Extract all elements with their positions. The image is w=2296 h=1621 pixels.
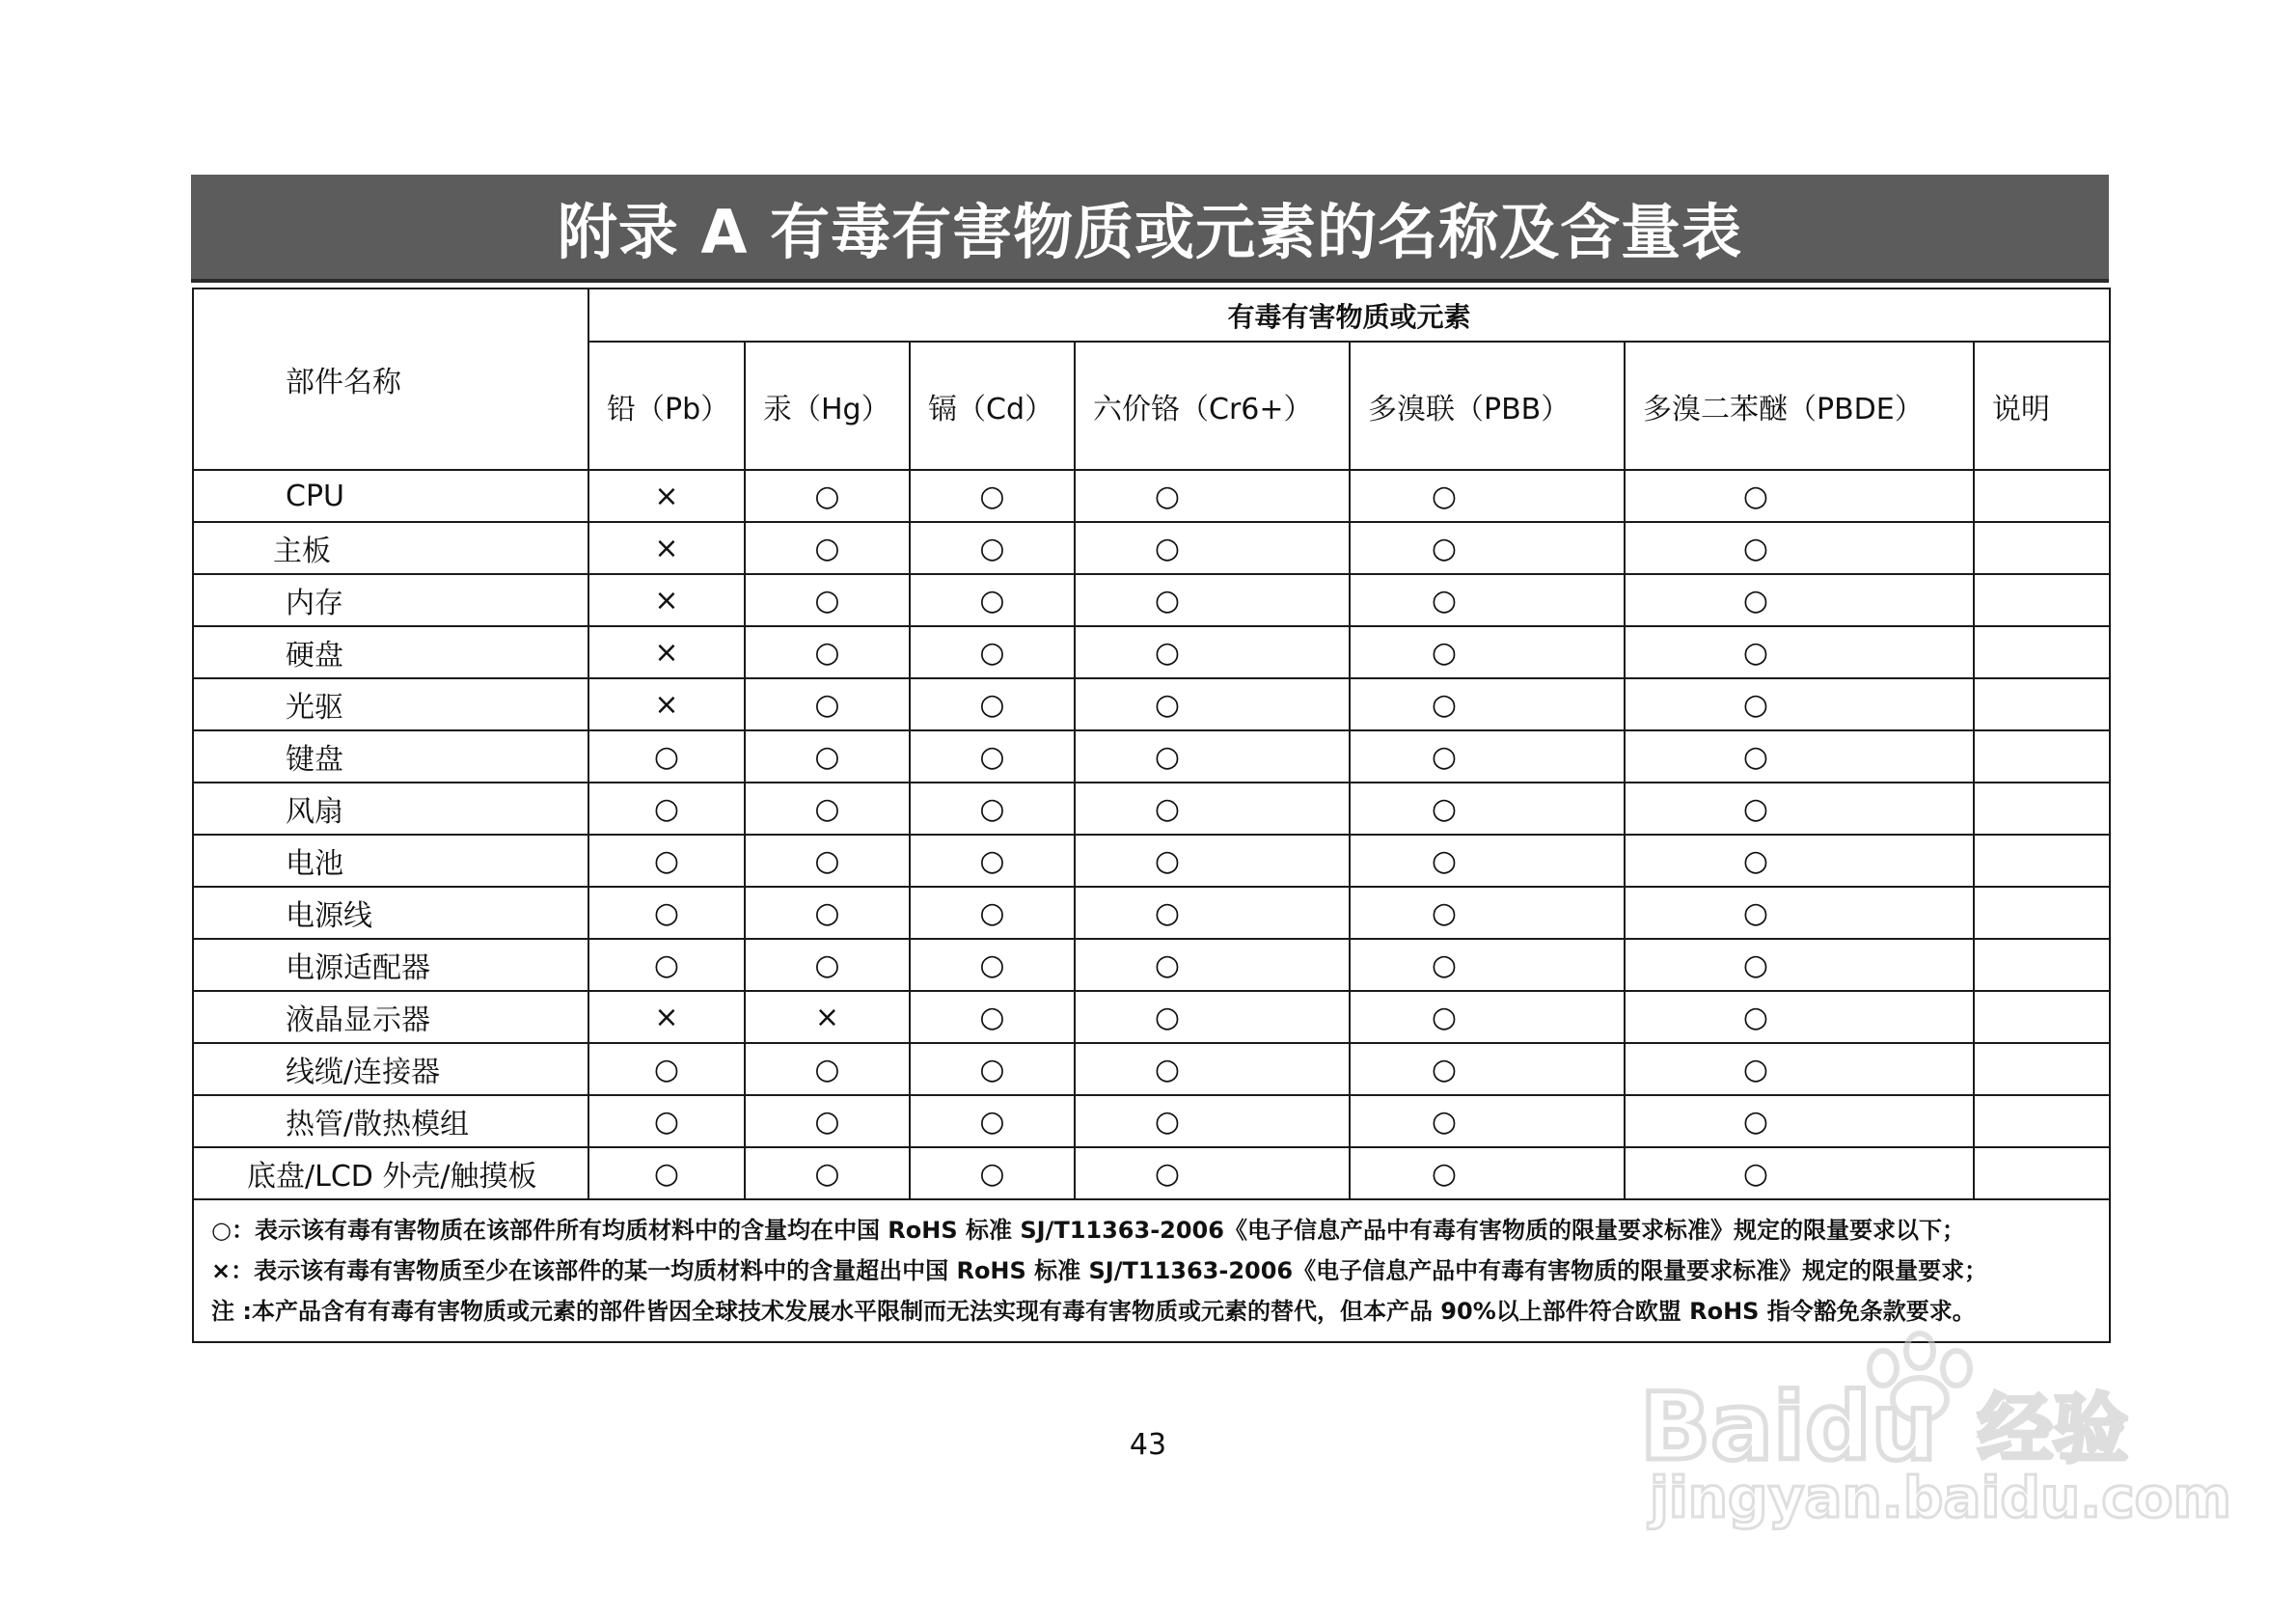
remark-cell	[1974, 522, 2110, 574]
substance-mark-cell	[1625, 991, 1974, 1043]
substance-mark-cell	[745, 470, 910, 522]
substance-mark-cell	[1075, 1147, 1350, 1199]
substance-mark-cell	[1075, 470, 1350, 522]
substance-mark: ×	[654, 687, 679, 722]
substance-mark-cell	[588, 1147, 745, 1199]
substance-mark: ○	[979, 1104, 1005, 1139]
substance-mark-cell	[1350, 470, 1625, 522]
substance-mark-cell	[588, 991, 745, 1043]
substance-mark-cell	[1625, 939, 1974, 991]
part-name-cell: 电源线	[193, 887, 588, 939]
column-header-cadmium: 镉（Cd）	[910, 342, 1075, 470]
substance-mark: ×	[654, 531, 679, 565]
page-number: 43	[1129, 1428, 1167, 1462]
substance-mark-cell	[910, 991, 1075, 1043]
substance-mark-cell	[1075, 1095, 1350, 1147]
watermark-url: jingyan.baidu.com	[1650, 1465, 2231, 1530]
substance-mark-cell	[1350, 678, 1625, 730]
substance-mark: ○	[814, 583, 840, 618]
part-name-cell: 电源适配器	[193, 939, 588, 991]
part-name-cell: 风扇	[193, 783, 588, 835]
substance-mark: ×	[654, 1000, 679, 1034]
substance-mark-cell	[745, 887, 910, 939]
substance-mark: ○	[814, 791, 840, 826]
watermark-brand: Baidu	[1640, 1373, 1937, 1481]
substance-mark: ○	[1154, 948, 1181, 982]
substance-mark: ×	[814, 1000, 840, 1034]
substance-mark-cell	[588, 1095, 745, 1147]
substance-mark-cell	[1075, 574, 1350, 626]
substance-mark-cell	[1350, 1095, 1625, 1147]
table-row	[193, 626, 2110, 678]
substance-mark-cell	[910, 470, 1075, 522]
substance-mark: ○	[979, 739, 1005, 774]
substance-mark-cell	[1625, 1147, 1974, 1199]
substance-mark-cell	[1350, 1043, 1625, 1095]
substance-mark-cell	[588, 1043, 745, 1095]
substance-mark-cell	[745, 522, 910, 574]
substance-mark-cell	[745, 783, 910, 835]
substance-mark: ○	[1431, 1000, 1458, 1034]
column-header-pbb: 多溴联（PBB）	[1350, 342, 1625, 470]
remark-cell	[1974, 470, 2110, 522]
substance-mark-cell	[910, 574, 1075, 626]
substance-mark-cell	[910, 835, 1075, 887]
remark-cell	[1974, 730, 2110, 783]
rohs-table-container	[192, 288, 2109, 1343]
table-row	[193, 887, 2110, 939]
substance-mark: ○	[1431, 635, 1458, 670]
substance-mark-cell	[1625, 1095, 1974, 1147]
substance-mark: ○	[814, 948, 840, 982]
remark-cell	[1974, 1043, 2110, 1095]
substance-mark: ○	[1742, 1156, 1769, 1191]
substance-mark-cell	[1350, 783, 1625, 835]
substance-mark: ○	[1742, 583, 1769, 618]
substance-mark-cell	[1075, 835, 1350, 887]
substance-mark-cell	[1075, 887, 1350, 939]
substance-mark: ○	[1742, 948, 1769, 982]
substance-mark-cell	[588, 470, 745, 522]
substance-mark-cell	[588, 626, 745, 678]
substance-mark: ○	[653, 948, 680, 982]
substance-mark-cell	[588, 783, 745, 835]
part-name-cell: 电池	[193, 835, 588, 887]
substance-mark: ○	[1154, 739, 1181, 774]
substance-mark-cell	[588, 574, 745, 626]
remark-cell	[1974, 678, 2110, 730]
substance-mark: ○	[1742, 1000, 1769, 1034]
substance-mark-cell	[745, 678, 910, 730]
substance-mark: ○	[1431, 687, 1458, 722]
substance-mark: ○	[1154, 1052, 1181, 1086]
part-name-cell: CPU	[193, 470, 588, 522]
substance-mark: ○	[653, 739, 680, 774]
substance-mark-cell	[1625, 626, 1974, 678]
substance-mark-cell	[1350, 522, 1625, 574]
substance-mark: ○	[979, 479, 1005, 513]
title-bar	[191, 175, 2109, 283]
substance-mark-cell	[1075, 783, 1350, 835]
substance-mark: ○	[979, 635, 1005, 670]
substance-mark: ○	[814, 843, 840, 878]
substance-mark-cell	[745, 1095, 910, 1147]
substance-mark-cell	[745, 574, 910, 626]
substance-mark-cell	[1625, 574, 1974, 626]
remark-cell	[1974, 574, 2110, 626]
remark-cell	[1974, 1147, 2110, 1199]
table-row	[193, 522, 2110, 574]
substance-mark: ○	[979, 948, 1005, 982]
substance-mark-cell	[1625, 470, 1974, 522]
substance-mark-cell	[1075, 678, 1350, 730]
table-row	[193, 783, 2110, 835]
substance-mark: ○	[1154, 1104, 1181, 1139]
substance-mark-cell	[910, 887, 1075, 939]
substance-mark: ○	[979, 895, 1005, 930]
rohs-table-body	[193, 470, 2110, 1342]
column-header-pbde: 多溴二苯醚（PBDE）	[1625, 342, 1974, 470]
substance-mark-cell	[588, 887, 745, 939]
substance-mark-cell	[910, 730, 1075, 783]
substance-mark: ○	[1742, 1104, 1769, 1139]
note-cross-legend: ×：表示该有毒有害物质至少在该部件的某一均质材料中的含量超出中国 RoHS 标准 SJ/T11363-2006《电子信息产品中有毒有害物质的限量要求标准》规定的限量要求；	[211, 1257, 1988, 1284]
substance-mark: ○	[979, 1156, 1005, 1191]
substance-mark-cell	[745, 1147, 910, 1199]
substance-mark: ○	[1154, 583, 1181, 618]
substance-mark: ○	[1154, 687, 1181, 722]
part-name-cell: 内存	[193, 574, 588, 626]
substance-mark: ○	[814, 739, 840, 774]
substance-mark: ○	[1154, 843, 1181, 878]
table-row	[193, 991, 2110, 1043]
substance-mark: ○	[979, 843, 1005, 878]
substance-mark-cell	[1625, 783, 1974, 835]
table-row	[193, 574, 2110, 626]
substance-mark-cell	[1075, 522, 1350, 574]
substance-mark-cell	[1075, 626, 1350, 678]
substance-mark: ○	[1742, 531, 1769, 565]
substance-mark-cell	[1350, 626, 1625, 678]
remark-cell	[1974, 835, 2110, 887]
substance-mark: ○	[814, 895, 840, 930]
substance-mark: ○	[653, 791, 680, 826]
substance-mark-cell	[910, 626, 1075, 678]
substance-mark: ○	[1154, 1000, 1181, 1034]
substance-mark: ○	[814, 1052, 840, 1086]
substance-mark: ×	[654, 635, 679, 670]
substance-mark-cell	[1625, 730, 1974, 783]
substance-mark-cell	[1075, 991, 1350, 1043]
substance-mark: ○	[1742, 895, 1769, 930]
substance-mark-cell	[1625, 835, 1974, 887]
substance-mark: ○	[814, 635, 840, 670]
substance-mark: ○	[814, 531, 840, 565]
substance-mark-cell	[1350, 574, 1625, 626]
substance-mark-cell	[1625, 1043, 1974, 1095]
substance-mark-cell	[910, 522, 1075, 574]
substance-mark: ○	[1154, 791, 1181, 826]
part-name-cell: 硬盘	[193, 626, 588, 678]
substance-mark: ○	[1431, 948, 1458, 982]
substance-mark-cell	[1350, 835, 1625, 887]
substance-mark: ○	[814, 1104, 840, 1139]
substance-mark: ○	[814, 479, 840, 513]
part-name-header: 部件名称	[193, 288, 588, 470]
substance-mark: ○	[1431, 583, 1458, 618]
note-circle-legend: ○：表示该有毒有害物质在该部件所有均质材料中的含量均在中国 RoHS 标准 SJ/T11363-2006《电子信息产品中有毒有害物质的限量要求标准》规定的限量要求以下；	[211, 1217, 1965, 1244]
substance-mark: ○	[979, 687, 1005, 722]
substance-mark: ○	[979, 531, 1005, 565]
table-row	[193, 1147, 2110, 1199]
substance-mark-cell	[588, 939, 745, 991]
substance-mark: ○	[979, 1052, 1005, 1086]
substance-mark: ○	[1742, 843, 1769, 878]
substance-mark-cell	[910, 1043, 1075, 1095]
table-row	[193, 470, 2110, 522]
substance-mark: ○	[1742, 479, 1769, 513]
substance-mark: ○	[979, 1000, 1005, 1034]
page-title: 附录 A 有毒有害物质或元素的名称及含量表	[557, 196, 1743, 267]
column-header-mercury: 汞（Hg）	[745, 342, 910, 470]
substance-mark: ○	[1154, 635, 1181, 670]
substance-mark: ○	[814, 687, 840, 722]
substance-mark: ○	[1431, 1156, 1458, 1191]
remark-cell	[1974, 626, 2110, 678]
substance-mark: ○	[1742, 687, 1769, 722]
substance-mark-cell	[910, 939, 1075, 991]
column-header-remarks: 说明	[1974, 342, 2110, 470]
part-name-cell: 主板	[193, 522, 588, 574]
part-name-cell: 光驱	[193, 678, 588, 730]
substance-mark: ○	[1431, 843, 1458, 878]
substance-mark-cell	[910, 1147, 1075, 1199]
substance-mark-cell	[1350, 1147, 1625, 1199]
substance-mark: ○	[1154, 895, 1181, 930]
substance-mark: ○	[1742, 635, 1769, 670]
substance-mark-cell	[910, 783, 1075, 835]
substance-mark: ○	[1431, 479, 1458, 513]
substance-mark-cell	[745, 1043, 910, 1095]
part-name-cell: 热管/散热模组	[193, 1095, 588, 1147]
column-header-chromium: 六价铬（Cr6+）	[1075, 342, 1350, 470]
remark-cell	[1974, 991, 2110, 1043]
part-name-cell: 底盘/LCD 外壳/触摸板	[193, 1147, 588, 1199]
substance-mark-cell	[910, 678, 1075, 730]
substance-mark: ○	[653, 895, 680, 930]
substance-mark-cell	[1625, 887, 1974, 939]
substance-mark: ○	[979, 791, 1005, 826]
substance-mark: ○	[1431, 895, 1458, 930]
substance-mark-cell	[1625, 522, 1974, 574]
part-name-cell: 键盘	[193, 730, 588, 783]
rohs-table	[192, 288, 2111, 1343]
substance-mark: ○	[653, 1052, 680, 1086]
substance-mark: ○	[653, 1104, 680, 1139]
substance-mark: ○	[1431, 1104, 1458, 1139]
substance-mark: ×	[654, 583, 679, 618]
table-row	[193, 939, 2110, 991]
remark-cell	[1974, 783, 2110, 835]
substance-mark: ○	[653, 843, 680, 878]
substance-mark-cell	[588, 522, 745, 574]
table-row	[193, 835, 2110, 887]
substance-mark: ○	[1742, 791, 1769, 826]
substance-mark: ○	[1431, 1052, 1458, 1086]
substance-mark: ○	[1431, 739, 1458, 774]
substance-mark-cell	[588, 835, 745, 887]
remark-cell	[1974, 1095, 2110, 1147]
part-name-cell: 线缆/连接器	[193, 1043, 588, 1095]
substance-mark-cell	[745, 730, 910, 783]
substance-mark-cell	[588, 678, 745, 730]
substance-mark-cell	[745, 835, 910, 887]
substance-mark: ○	[1154, 531, 1181, 565]
substance-mark: ○	[653, 1156, 680, 1191]
table-row	[193, 678, 2110, 730]
substance-mark: ○	[1154, 479, 1181, 513]
part-name-cell: 液晶显示器	[193, 991, 588, 1043]
substance-mark-cell	[1350, 991, 1625, 1043]
table-row	[193, 730, 2110, 783]
substance-mark-cell	[588, 730, 745, 783]
baidu-jingyan-watermark	[1630, 1312, 2231, 1534]
substance-mark-cell	[910, 1095, 1075, 1147]
substance-mark-cell	[1075, 730, 1350, 783]
substance-mark: ○	[1742, 739, 1769, 774]
substance-mark-cell	[1350, 730, 1625, 783]
substance-mark-cell	[1350, 939, 1625, 991]
substance-mark-cell	[1350, 887, 1625, 939]
substance-mark: ○	[1431, 531, 1458, 565]
substance-mark: ○	[979, 583, 1005, 618]
table-row	[193, 1043, 2110, 1095]
substance-mark: ○	[1154, 1156, 1181, 1191]
table-row	[193, 1095, 2110, 1147]
substance-mark-cell	[745, 626, 910, 678]
substance-mark: ×	[654, 479, 679, 513]
substance-mark: ○	[1742, 1052, 1769, 1086]
substances-group-header: 有毒有害物质或元素	[588, 288, 2110, 342]
substance-mark-cell	[745, 939, 910, 991]
note-exemption: 注 :本产品含有有毒有害物质或元素的部件皆因全球技术发展水平限制而无法实现有毒有害物质或元素的替代，但本产品 90%以上部件符合欧盟 RoHS 指令豁免条款要求。	[211, 1298, 1976, 1325]
substance-mark-cell	[1075, 939, 1350, 991]
remark-cell	[1974, 887, 2110, 939]
substance-mark-cell	[1625, 678, 1974, 730]
watermark-label: 经验	[1978, 1387, 2129, 1473]
column-header-lead: 铅（Pb）	[588, 342, 745, 470]
substance-mark-cell	[745, 991, 910, 1043]
substance-mark-cell	[1075, 1043, 1350, 1095]
substance-mark: ○	[814, 1156, 840, 1191]
remark-cell	[1974, 939, 2110, 991]
substance-mark: ○	[1431, 791, 1458, 826]
